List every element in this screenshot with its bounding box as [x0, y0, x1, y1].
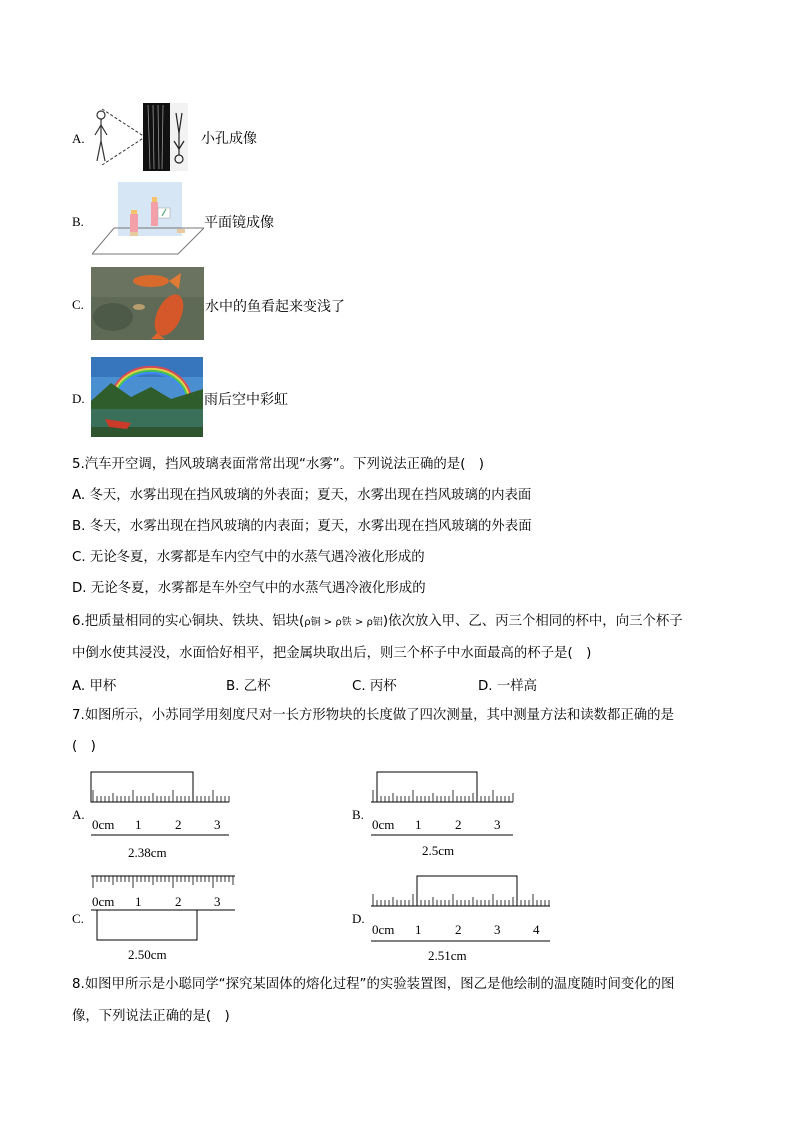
ruler-b: [368, 770, 518, 840]
ruler-d-tick-label: 4: [533, 922, 540, 937]
plane-mirror-image: [92, 182, 204, 256]
ruler-d-tick-label: 3: [494, 922, 501, 937]
ruler-c-tick-label: 3: [214, 894, 221, 909]
ruler-c-tick-label: 1: [135, 894, 142, 909]
rho-iron: ρ铁: [335, 617, 352, 628]
rho-copper: ρ铜: [304, 617, 321, 628]
ruler-a-tick-label: 0cm: [92, 817, 115, 832]
q6-stem-line2: 中倒水使其浸没，水面恰好相平，把金属块取出后，则三个杯子中水面最高的杯子是( ): [72, 646, 592, 661]
q6-stem-pre: 6.把质量相同的实心铜块、铁块、铝块(: [72, 614, 305, 629]
q8-stem-line1: 8.如图甲所示是小聪同学“探究某固体的熔化过程”的实验装置图，图乙是他绘制的温度随时间变化的图: [72, 977, 675, 992]
ruler-d-tick-label: 2: [455, 922, 462, 937]
q6-option-a: A. 甲杯: [72, 679, 117, 694]
q4-option-b-caption: 平面镜成像: [204, 215, 274, 231]
q7-stem-line1: 7.如图所示，小苏同学用刻度尺对一长方形物块的长度做了四次测量，其中测量方法和读数都正确的是: [72, 708, 674, 723]
q5-option-c: C. 无论冬夏，水雾都是车内空气中的水蒸气遇冷液化形成的: [72, 550, 425, 565]
q6-option-b: B. 乙杯: [226, 679, 271, 694]
ruler-c-tick-label: 0cm: [92, 894, 115, 909]
q6-stem-post: )依次放入甲、乙、丙三个相同的杯中，向三个杯子: [382, 614, 683, 629]
q8-stem-line2: 像，下列说法正确的是( ): [72, 1009, 230, 1024]
q7-stem-line2: ( ): [72, 739, 96, 754]
pinhole-imaging-image: [88, 101, 200, 173]
ruler-d-tick-label: 0cm: [372, 922, 395, 937]
q7-option-c-label: C.: [72, 911, 84, 926]
ruler-b-tick-label: 2: [455, 817, 462, 832]
fish-in-water-photo: [91, 267, 204, 340]
ruler-d-tick-label: 1: [415, 922, 422, 937]
ruler-a-tick-label: 1: [135, 817, 142, 832]
q4-option-a-caption: 小孔成像: [201, 131, 257, 147]
greater-than-sign: >: [351, 617, 367, 628]
ruler-c-tick-label: 2: [175, 894, 182, 909]
q6-option-d: D. 一样高: [478, 679, 537, 694]
ruler-a-tick-label: 2: [175, 817, 182, 832]
ruler-d: [368, 874, 553, 946]
q7-option-a-label: A.: [72, 807, 85, 822]
q5-option-d: D. 无论冬夏，水雾都是车外空气中的水蒸气遇冷液化形成的: [72, 581, 426, 596]
q5-option-a: A. 冬天，水雾出现在挡风玻璃的外表面；夏天，水雾出现在挡风玻璃的内表面: [72, 488, 532, 503]
ruler-a-tick-label: 3: [214, 817, 221, 832]
greater-than-sign: >: [320, 617, 336, 628]
ruler-b-tick-label: 0cm: [372, 817, 395, 832]
q4-option-b-label: B.: [72, 214, 84, 229]
q4-option-d-caption: 雨后空中彩虹: [204, 392, 288, 408]
q4-option-c-caption: 水中的鱼看起来变浅了: [205, 299, 345, 315]
q4-option-c-label: C.: [72, 297, 84, 312]
q4-option-d-label: D.: [72, 391, 85, 406]
q7-option-b-label: B.: [352, 807, 364, 822]
rainbow-photo: [91, 357, 203, 437]
ruler-a: [88, 770, 238, 840]
ruler-b-tick-label: 1: [415, 817, 422, 832]
ruler-c: [88, 872, 238, 944]
q5-option-b: B. 冬天，水雾出现在挡风玻璃的内表面；夏天，水雾出现在挡风玻璃的外表面: [72, 519, 532, 534]
q7-option-d-label: D.: [352, 911, 365, 926]
rho-aluminum: ρ铝: [366, 617, 383, 628]
q7-option-d-reading: 2.51cm: [428, 948, 467, 963]
q7-option-a-reading: 2.38cm: [128, 845, 167, 860]
q5-stem: 5.汽车开空调，挡风玻璃表面常常出现“水雾”。下列说法正确的是( ): [72, 457, 485, 472]
q7-option-b-reading: 2.5cm: [422, 843, 455, 858]
ruler-b-tick-label: 3: [494, 817, 501, 832]
q6-option-c: C. 丙杯: [352, 679, 397, 694]
q4-option-a-label: A.: [72, 131, 85, 146]
q6-stem-line1: [72, 613, 683, 632]
q7-option-c-reading: 2.50cm: [128, 947, 167, 962]
